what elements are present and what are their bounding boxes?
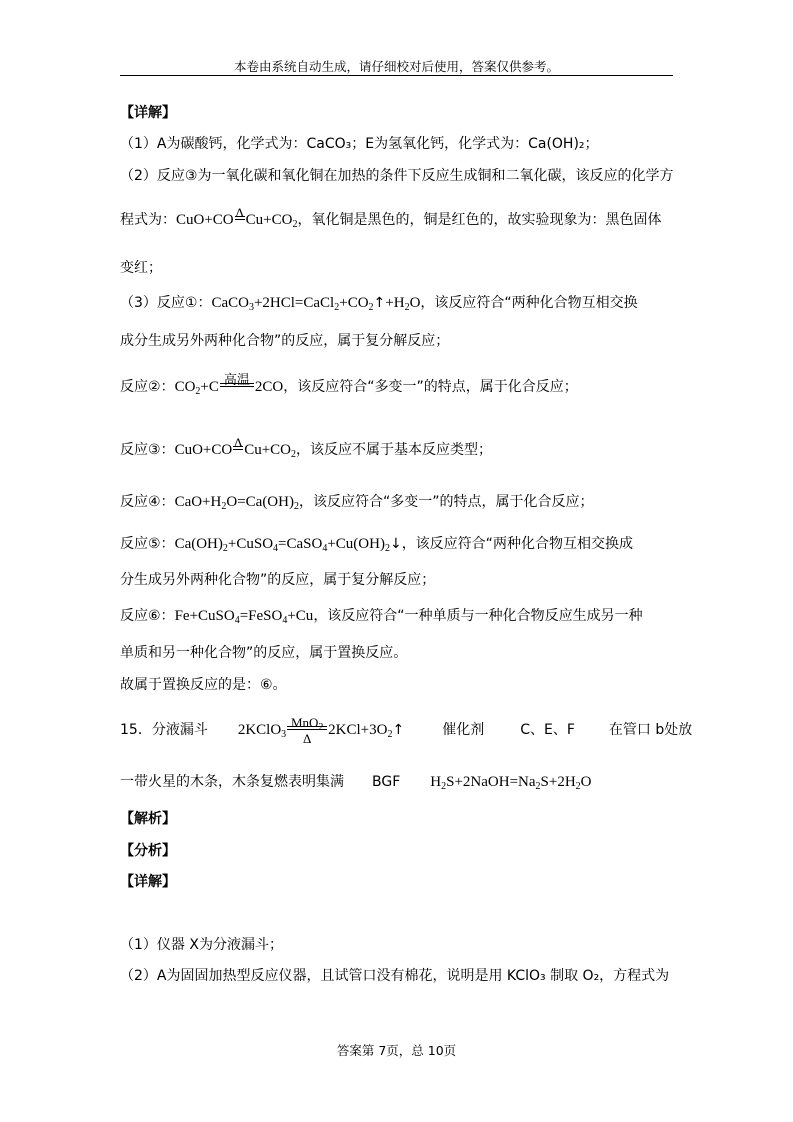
eq-sub: 2 — [404, 302, 410, 313]
question-label: 15．分液漏斗 — [120, 722, 208, 738]
reaction-note: ，该反应符合“两种化合物互相交换 — [420, 295, 638, 311]
eq-part: S+2NaOH=Na — [446, 774, 536, 790]
eq-part: S+2H — [540, 774, 576, 790]
page-header: 本卷由系统自动生成，请仔细校对后使用，答案仅供参考。 — [233, 59, 559, 74]
detail-line-1: （1）仪器 X为分液漏斗； — [120, 937, 283, 953]
eq-part: +CuSO — [227, 536, 274, 552]
reaction-3-line — [120, 435, 493, 460]
question-15-line — [120, 715, 693, 746]
reaction-note: ，该反应符合“多变一”的特点，属于化合反应； — [283, 379, 578, 395]
eq-sub: 3 — [248, 302, 254, 313]
equation — [176, 205, 298, 230]
reaction-note: ，该反应符合“一种单质与一种化合物反应生成另一种 — [313, 608, 643, 624]
eq-sub: 2 — [195, 386, 201, 397]
eq-sub: 4 — [234, 615, 240, 626]
reaction-condition — [287, 715, 327, 746]
eq-sub: 4 — [322, 543, 328, 554]
eq-part: CuO+CO — [176, 212, 234, 228]
condition-top: Δ — [234, 435, 243, 450]
answer-blank-5: BGF — [372, 774, 401, 790]
eq-part: 2CO — [254, 379, 284, 395]
header-rule — [120, 75, 673, 76]
eq-sub: 4 — [282, 615, 288, 626]
eq-part: =CaSO — [278, 536, 323, 552]
heading-analysis: 【解析】 — [120, 811, 176, 827]
reaction-2-line — [120, 372, 578, 397]
reaction-note: ，该反应符合“两种化合物互相交换成 — [401, 536, 633, 552]
eq-part: Cu+CO — [244, 442, 292, 458]
answer-blank-4-cont: 一带火星的木条，木条复燃表明集满 — [120, 774, 344, 790]
eq-part: 2KClO — [237, 722, 282, 738]
answer-line-2-end: 变红； — [120, 260, 162, 276]
condition-bottom: Δ — [302, 731, 312, 746]
eq-part: CaCO — [211, 295, 249, 311]
eq-sub: 2 — [441, 781, 447, 792]
eq-sub: 2 — [222, 543, 228, 554]
reaction-label: （3）反应①： — [120, 295, 212, 311]
heading-detail: 【详解】 — [120, 105, 176, 121]
eq-part: +CO — [339, 295, 369, 311]
eq-sub: 2 — [535, 781, 541, 792]
reaction-5-line-2: 分生成另外两种化合物”的反应，属于复分解反应； — [120, 572, 436, 588]
equation — [237, 715, 405, 746]
condition-top: MnO$_2$ — [290, 715, 324, 733]
reaction-6-line-2: 单质和另一种化合物”的反应，属于置换反应。 — [120, 645, 408, 661]
eq-prefix: 程式为： — [120, 212, 176, 228]
precipitate-arrow-icon: ↓ — [389, 536, 402, 552]
reaction-label: 反应④： — [120, 494, 175, 510]
eq-part: Cu+CO — [245, 212, 293, 228]
eq-part: H — [430, 774, 442, 790]
equation — [175, 536, 402, 552]
reaction-6-line — [120, 606, 643, 626]
eq-sub: 2 — [334, 302, 340, 313]
reaction-condition — [220, 372, 254, 397]
eq-part: Ca(OH) — [174, 536, 223, 552]
gas-arrow-icon: ↑ — [392, 722, 405, 738]
answer-line-1: （1）A为碳酸钙，化学式为：CaCO₃；E为氢氧化钙，化学式为：Ca(OH)₂； — [120, 136, 599, 152]
reaction-5-line — [120, 534, 633, 554]
answer-line-2: （2）反应③为一氧化碳和氧化铜在加热的条件下反应生成铜和二氧化碳，该反应的化学方 — [120, 168, 674, 184]
eq-part: O=Ca(OH) — [226, 494, 294, 510]
eq-part: CuO+CO — [174, 442, 233, 458]
eq-part: =FeSO — [239, 608, 283, 624]
answer-blank-2: 催化剂 — [442, 722, 485, 738]
heading-fenxi: 【分析】 — [120, 843, 176, 859]
eq-part: CaO+H — [174, 494, 222, 510]
detail-line-2: （2）A为固固加热型反应仪器，且试管口没有棉花，说明是用 KClO₃ 制取 O₂，方程式为 — [120, 968, 670, 984]
equation — [430, 774, 591, 790]
eq-sub: 3 — [281, 729, 287, 740]
eq-part: +C — [200, 379, 219, 395]
question-15-line-2 — [120, 772, 592, 792]
page-footer: 答案第 7页，总 10页 — [336, 1043, 457, 1058]
eq-sub: 2 — [292, 219, 298, 230]
eq-part: +H — [385, 295, 405, 311]
reaction-1-line-2: 成分生成另外两种化合物”的反应，属于复分解反应； — [120, 333, 450, 349]
equation — [175, 608, 314, 624]
condition-top: Δ — [235, 205, 244, 220]
equation — [174, 435, 297, 460]
eq-sub: 2 — [221, 501, 227, 512]
eq-part: O — [409, 295, 421, 311]
reaction-note: ，该反应不属于基本反应类型； — [296, 442, 493, 458]
answer-blank-3: C、E、F — [520, 722, 575, 738]
eq-part: O — [580, 774, 592, 790]
eq-part: CO — [174, 379, 196, 395]
reaction-label: 反应⑤： — [120, 536, 175, 552]
reaction-label: 反应②： — [120, 379, 175, 395]
eq-sub: 2 — [575, 781, 581, 792]
equation — [211, 295, 420, 311]
equation — [174, 372, 284, 397]
reaction-label: 反应③： — [120, 442, 175, 458]
eq-part: +2HCl=CaCl — [253, 295, 335, 311]
reaction-note: ，该反应符合“多变一”的特点，属于化合反应； — [298, 494, 594, 510]
eq-part: +Cu(OH) — [327, 536, 385, 552]
condition-top: 高温 — [223, 372, 250, 387]
eq-sub: 2 — [291, 449, 297, 460]
conclusion-line: 故属于置换反应的是：⑥。 — [120, 677, 287, 693]
reaction-1-line — [120, 293, 638, 313]
equation — [175, 494, 299, 510]
eq-part: +Cu — [287, 608, 314, 624]
reaction-condition — [235, 205, 245, 230]
heading-detail-2: 【详解】 — [120, 874, 176, 890]
eq-sub: 4 — [273, 543, 279, 554]
eq-suffix: ，氧化铜是黑色的，铜是红色的，故实验现象为：黑色固体 — [297, 212, 662, 228]
gas-arrow-icon: ↑ — [373, 295, 386, 311]
reaction-condition — [233, 435, 243, 460]
reaction-4-line — [120, 492, 594, 512]
eq-sub: 2 — [293, 501, 299, 512]
answer-blank-4: 在管口 b处放 — [608, 722, 693, 738]
eq-part: 2KCl+3O — [328, 722, 388, 738]
eq-sub: 2 — [387, 729, 393, 740]
eq-sub: 2 — [384, 543, 390, 554]
eq-part: Fe+CuSO — [174, 608, 235, 624]
eq-sub: 2 — [368, 302, 374, 313]
answer-line-2-equation — [120, 205, 662, 230]
reaction-label: 反应⑥： — [120, 608, 175, 624]
